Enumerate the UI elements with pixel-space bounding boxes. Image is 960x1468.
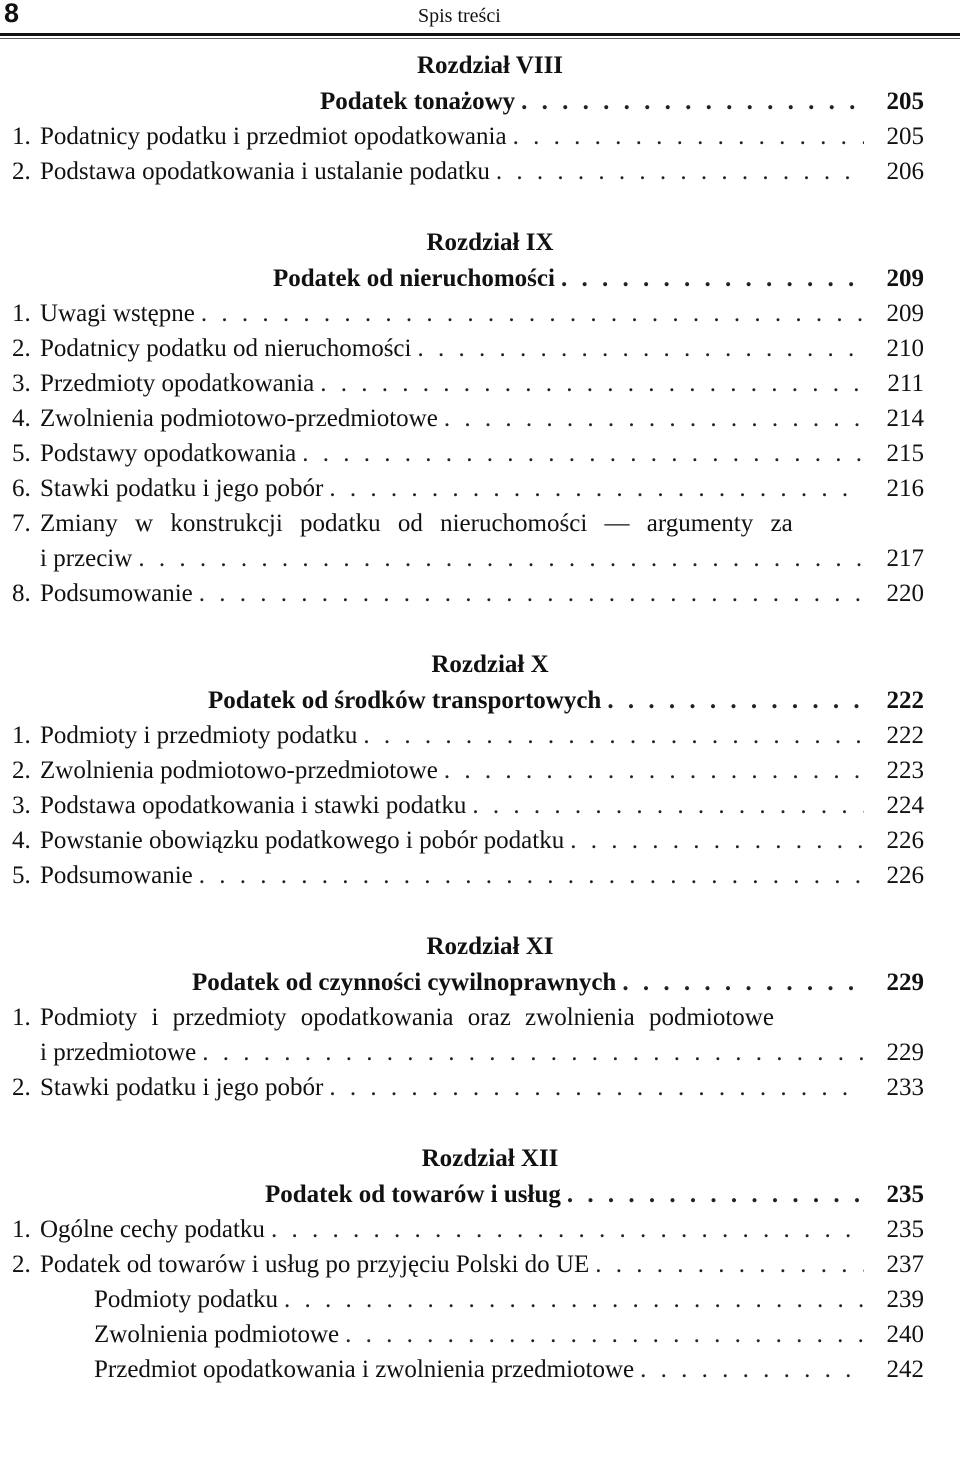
chapter-title-line[interactable] [0, 1177, 960, 1212]
page-ref: 223 [886, 757, 924, 784]
entry-number: 1. [12, 123, 31, 150]
toc-subentry[interactable] [0, 1317, 960, 1352]
entry-title: Ogólne cechy podatku [40, 1216, 265, 1243]
chapter-title: Podatek od środków transportowych [208, 687, 602, 714]
dot-leader [444, 401, 864, 436]
entry-title: Przedmioty opodatkowania [40, 370, 315, 397]
page-ref: 209 [886, 300, 924, 327]
entry-title: Stawki podatku i jego pobór [40, 475, 324, 502]
entry-title: Zwolnienia podmiotowo-przedmiotowe [40, 405, 438, 432]
entry-title-line1: Podmioty i przedmioty opodatkowania oraz zwolnienia podmiotowe [40, 1004, 774, 1031]
subentry-title: Podmioty podatku [94, 1286, 279, 1313]
toc-entry[interactable] [0, 366, 960, 401]
page-ref: 205 [886, 123, 924, 150]
dot-leader [444, 753, 864, 788]
page-ref: 205 [886, 88, 924, 115]
entry-title: Zwolnienia podmiotowo-przedmiotowe [40, 757, 438, 784]
entry-number: 4. [12, 827, 31, 854]
chapter-xii [0, 1141, 960, 1387]
entry-title: Podstawa opodatkowania i stawki podatku [40, 792, 467, 819]
entry-title-line1: Zmiany w konstrukcji podatku od nieruchomości — argumenty za [40, 510, 793, 537]
chapter-label: Rozdział XI [426, 933, 554, 960]
entry-number: 1. [12, 1004, 31, 1031]
toc-entry-wrapped[interactable] [0, 1000, 960, 1035]
header-rule-thin [0, 38, 960, 39]
dot-leader [561, 261, 864, 296]
entry-number: 2. [12, 335, 31, 362]
entry-number: 6. [12, 475, 31, 502]
toc-entry[interactable] [0, 296, 960, 331]
toc-entry[interactable] [0, 788, 960, 823]
toc-entry[interactable] [0, 718, 960, 753]
dot-leader [138, 541, 864, 576]
chapter-title: Podatek od czynności cywilnoprawnych [192, 969, 617, 996]
spacer [0, 189, 960, 225]
chapter-title: Podatek od nieruchomości [273, 265, 555, 292]
chapter-title-line[interactable] [0, 261, 960, 296]
dot-leader [567, 1177, 864, 1212]
chapter-title-line[interactable] [0, 84, 960, 119]
dot-leader [202, 1035, 864, 1070]
page-ref: 216 [886, 475, 924, 502]
dot-leader [329, 471, 864, 506]
chapter-title: Podatek tonażowy [320, 88, 516, 115]
chapter-label: Rozdział XII [421, 1145, 559, 1172]
entry-number: 1. [12, 1216, 31, 1243]
dot-leader [640, 1352, 864, 1387]
chapter-ix [0, 225, 960, 611]
page-ref: 222 [886, 687, 924, 714]
page-header [0, 0, 960, 40]
entry-number: 5. [12, 862, 31, 889]
running-head: Spis treści [418, 5, 501, 27]
page-ref: 235 [886, 1216, 924, 1243]
entry-number: 2. [12, 757, 31, 784]
entry-number: 7. [12, 510, 31, 537]
chapter-xi [0, 929, 960, 1105]
entry-number: 2. [12, 1251, 31, 1278]
page-ref: 240 [886, 1321, 924, 1348]
dot-leader [570, 823, 864, 858]
chapter-viii [0, 48, 960, 189]
dot-leader [472, 788, 864, 823]
toc-entry[interactable] [0, 823, 960, 858]
chapter-label: Rozdział IX [426, 229, 554, 256]
toc-entry[interactable] [0, 753, 960, 788]
dot-leader [417, 331, 864, 366]
chapter-title-line[interactable] [0, 965, 960, 1000]
dot-leader [363, 718, 864, 753]
dot-leader [302, 436, 864, 471]
toc-subentry[interactable] [0, 1352, 960, 1387]
dot-leader [201, 296, 864, 331]
dot-leader [607, 683, 864, 718]
page-ref: 210 [886, 335, 924, 362]
entry-title: Podmioty i przedmioty podatku [40, 722, 358, 749]
page-ref: 233 [886, 1074, 924, 1101]
page-ref: 229 [886, 1039, 924, 1066]
entry-title: Powstanie obowiązku podatkowego i pobór podatku [40, 827, 565, 854]
dot-leader [622, 965, 864, 1000]
dot-leader [199, 576, 864, 611]
page-ref: 229 [886, 969, 924, 996]
toc-entry[interactable] [0, 858, 960, 893]
spacer [0, 893, 960, 929]
table-of-contents [0, 48, 960, 1387]
entry-title: Podatnicy podatku i przedmiot opodatkowania [40, 123, 507, 150]
entry-title: Uwagi wstępne [40, 300, 195, 327]
toc-entry-wrapped[interactable] [0, 506, 960, 541]
toc-subentry[interactable] [0, 1282, 960, 1317]
spacer [0, 1105, 960, 1141]
dot-leader [329, 1070, 864, 1105]
page-ref: 222 [886, 722, 924, 749]
entry-title: Podsumowanie [40, 580, 193, 607]
page-ref: 215 [886, 440, 924, 467]
page-ref: 224 [886, 792, 924, 819]
dot-leader [513, 119, 864, 154]
toc-entry[interactable] [0, 471, 960, 506]
entry-number: 3. [12, 792, 31, 819]
chapter-title-line[interactable] [0, 683, 960, 718]
chapter-label: Rozdział X [431, 651, 549, 678]
chapter-label: Rozdział VIII [416, 52, 564, 79]
dot-leader [496, 154, 864, 189]
toc-entry[interactable] [0, 1212, 960, 1247]
dot-leader [521, 84, 864, 119]
entry-title-line2: i przedmiotowe [40, 1039, 197, 1066]
entry-number: 1. [12, 722, 31, 749]
dot-leader [345, 1317, 864, 1352]
chapter-x [0, 647, 960, 893]
page-ref: 220 [886, 580, 924, 607]
page-ref: 235 [886, 1181, 924, 1208]
entry-number: 4. [12, 405, 31, 432]
dot-leader [271, 1212, 864, 1247]
subentry-title: Zwolnienia podmiotowe [94, 1321, 340, 1348]
dot-leader [595, 1247, 864, 1282]
entry-number: 5. [12, 440, 31, 467]
page-ref: 206 [886, 158, 924, 185]
toc-entry-continuation[interactable] [0, 541, 960, 576]
toc-entry[interactable] [0, 576, 960, 611]
page-ref: 226 [886, 862, 924, 889]
entry-number: 2. [12, 158, 31, 185]
entry-number: 2. [12, 1074, 31, 1101]
page-ref: 237 [886, 1251, 924, 1278]
entry-title: Podatek od towarów i usług po przyjęciu Polski do UE [40, 1251, 590, 1278]
toc-entry-continuation[interactable] [0, 1035, 960, 1070]
toc-entry[interactable] [0, 154, 960, 189]
dot-leader [284, 1282, 864, 1317]
entry-number: 8. [12, 580, 31, 607]
entry-number: 1. [12, 300, 31, 327]
entry-title: Podsumowanie [40, 862, 193, 889]
header-rule [0, 33, 960, 36]
page-ref: 217 [886, 545, 924, 572]
toc-entry[interactable] [0, 331, 960, 366]
dot-leader [320, 366, 864, 401]
toc-entry[interactable] [0, 119, 960, 154]
entry-title: Stawki podatku i jego pobór [40, 1074, 324, 1101]
page-number: 8 [4, 0, 20, 28]
page-ref: 211 [887, 370, 924, 397]
entry-title: Podstawy opodatkowania [40, 440, 297, 467]
entry-title: Podstawa opodatkowania i ustalanie podatku [40, 158, 490, 185]
entry-number: 3. [12, 370, 31, 397]
page-ref: 242 [886, 1356, 924, 1383]
toc-entry[interactable] [0, 401, 960, 436]
page-ref: 239 [886, 1286, 924, 1313]
toc-entry[interactable] [0, 1070, 960, 1105]
entry-title-line2: i przeciw [40, 545, 133, 572]
entry-title: Podatnicy podatku od nieruchomości [40, 335, 412, 362]
dot-leader [199, 858, 864, 893]
page-ref: 226 [886, 827, 924, 854]
toc-entry[interactable] [0, 436, 960, 471]
toc-entry[interactable] [0, 1247, 960, 1282]
page-ref: 209 [886, 265, 924, 292]
subentry-title: Przedmiot opodatkowania i zwolnienia przedmiotowe [94, 1356, 635, 1383]
chapter-title: Podatek od towarów i usług [265, 1181, 561, 1208]
page-ref: 214 [886, 405, 924, 432]
spacer [0, 611, 960, 647]
